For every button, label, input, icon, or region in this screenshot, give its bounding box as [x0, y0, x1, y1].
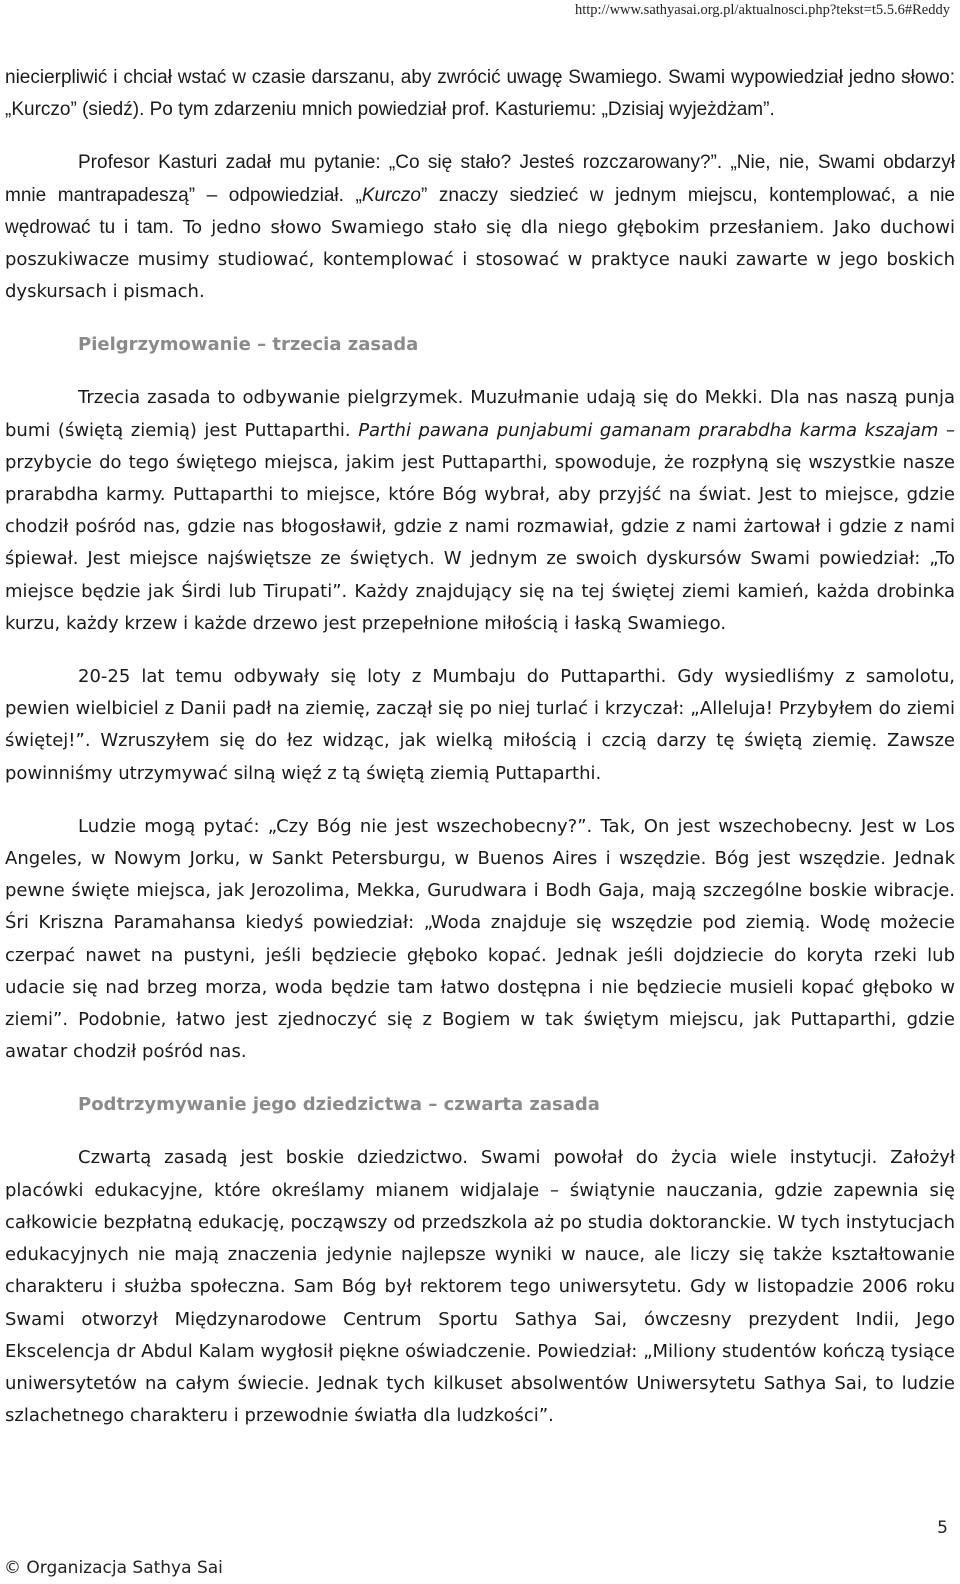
paragraph-legacy: Czwartą zasadą jest boskie dziedzictwo. Swami powołał do życia wiele instytucji. Założył placówki edukacyjne, które określamy mianem widjalaje – świątynie nauczania, gdzie zapewnia się całkowicie bezpłatną edukację, począwszy od przedszkola aż po studia doktoranckie. W tych instytucjach edukacyjnych nie mają znaczenia jedynie najlepsze wyniki w nauce, ale liczy się także kształtowanie charakteru i służba społeczna. Sam Bóg był rektorem tego uniwersytetu. Gdy w listopadzie 2006 roku Swami otworzył Międzynarodowe Centrum Sportu Sathya Sai, ówczesny prezydent Indii, Jego Ekscelencja dr Abdul Kalam wygłosił piękne oświadczenie. Powiedział: „Miliony studentów kończą tysiące uniwersytetów na całym świecie. Jednak tych kilkuset absolwentów Uniwersytetu Sathya Sai, to ludzie szlachetnego charakteru i przewodnie światła dla ludzkości”.	[5, 1147, 955, 1427]
paragraph-kasturi	[5, 147, 955, 308]
paragraph-pilgrimage-a: Trzecia zasada to odbywanie pielgrzymek. Muzułmanie udają się do Mekki. Dla nas naszą punja bumi (świętą ziemią) jest Puttaparthi.	[5, 387, 955, 441]
paragraph-kasturi-d: To jedno słowo Swamiego stało się dla niego głębokim przesłaniem. Jako duchowi poszukiwacze musimy studiować, kontemplować i stosować w praktyce nauki zawarte w jego boskich dyskursach i pismach.	[5, 216, 955, 303]
page-number: 5	[937, 1518, 948, 1538]
section-heading-fourth-principle: Podtrzymywanie jego dziedzictwa – czwarta zasada	[78, 1094, 600, 1116]
paragraph-omnipresence: Ludzie mogą pytać: „Czy Bóg nie jest wszechobecny?”. Tak, On jest wszechobecny. Jest w Los Angeles, w Nowym Jorku, w Sankt Petersburgu, w Buenos Aires i wszędzie. Bóg jest wszędzie. Jednak pewne święte miejsca, jak Jerozolima, Mekka, Gurudwara i Bodh Gaja, mają szczególne boskie wibracje. Śri Kriszna Paramahansa kiedyś powiedział: „Woda znajduje się wszędzie pod ziemią. Wodę możecie czerpać nawet na pustyni, jeśli będziecie głęboko kopać. Jednak jeśli dojdziecie do koryta rzeki lub udacie się nad brzeg morza, woda będzie tam łatwo dostępna i nie będziecie musieli kopać głęboko w ziemi”. Podobnie, łatwo jest zjednoczyć się z Bogiem w tak świętym miejscu, jak Puttaparthi, gdzie awatar chodził pośród nas.	[5, 815, 955, 1063]
document-body	[5, 62, 955, 1432]
paragraph-pilgrimage	[5, 382, 955, 640]
paragraph-continuation: niecierpliwić i chciał wstać w czasie darszanu, aby zwrócić uwagę Swamiego. Swami wypowiedział jedno słowo: „Kurczo” (siedź). Po tym zdarzeniu mnich powiedział prof. Kasturiemu: „Dzisiaj wyjeżdżam”.	[5, 67, 955, 121]
term-kurczo: Kurczo	[361, 184, 421, 206]
paragraph-kasturi-a: Profesor Kasturi zadał mu pytanie: „Co się stało? Jesteś rozczarowany?”. „Nie, nie, Swami obdarzył mnie mantrapadeszą” – odpowiedział. „	[5, 152, 955, 206]
source-url: http://www.sathyasai.org.pl/aktualnosci.php?tekst=t5.5.6#Reddy	[574, 2, 950, 18]
paragraph-kasturi-c: ” znaczy siedzieć w jednym miejscu, kontemplować, a nie wędrować tu i tam.	[5, 184, 956, 238]
paragraph-pilgrimage-c: – przybycie do tego świętego miejsca, jakim jest Puttaparthi, spowoduje, że rozpłyną się wszystkie nasze prarabdha karmy. Puttaparthi to miejsce, które Bóg wybrał, aby przyjść na świat. Jest to miejsce, gdzie chodził pośród nas, gdzie nas błogosławił, gdzie z nami rozmawiał, gdzie z nami żartował i gdzie z nami śpiewał. Jest miejsce najświętsze ze świętych. W jednym ze swoich dyskursów Swami powiedział: „To miejsce będzie jak Śirdi lub Tirupati”. Każdy znajdujący się na tej świętej ziemi kamień, każda drobinka kurzu, każdy krzew i każde drzewo jest przepełnione miłością i łaską Swamiego.	[5, 419, 955, 634]
footer-copyright: © Organizacja Sathya Sai	[4, 1558, 223, 1578]
paragraph-mumbai-flights: 20-25 lat temu odbywały się loty z Mumbaju do Puttaparthi. Gdy wysiedliśmy z samolotu, pewien wielbiciel z Danii padł na ziemię, zaczął się po niej turlać i krzyczał: „Alleluja! Przybyłem do ziemi świętej!”. Wzruszyłem się do łez widząc, jak wielką miłością i czcią darzy tę świętą ziemię. Zawsze powinniśmy utrzymywać silną więź z tą świętą ziemią Puttaparthi.	[5, 666, 955, 784]
sanskrit-verse: Parthi pawana punjabumi gamanam prarabdha karma kszajam	[358, 419, 939, 441]
section-heading-third-principle: Pielgrzymowanie – trzecia zasada	[78, 334, 419, 356]
